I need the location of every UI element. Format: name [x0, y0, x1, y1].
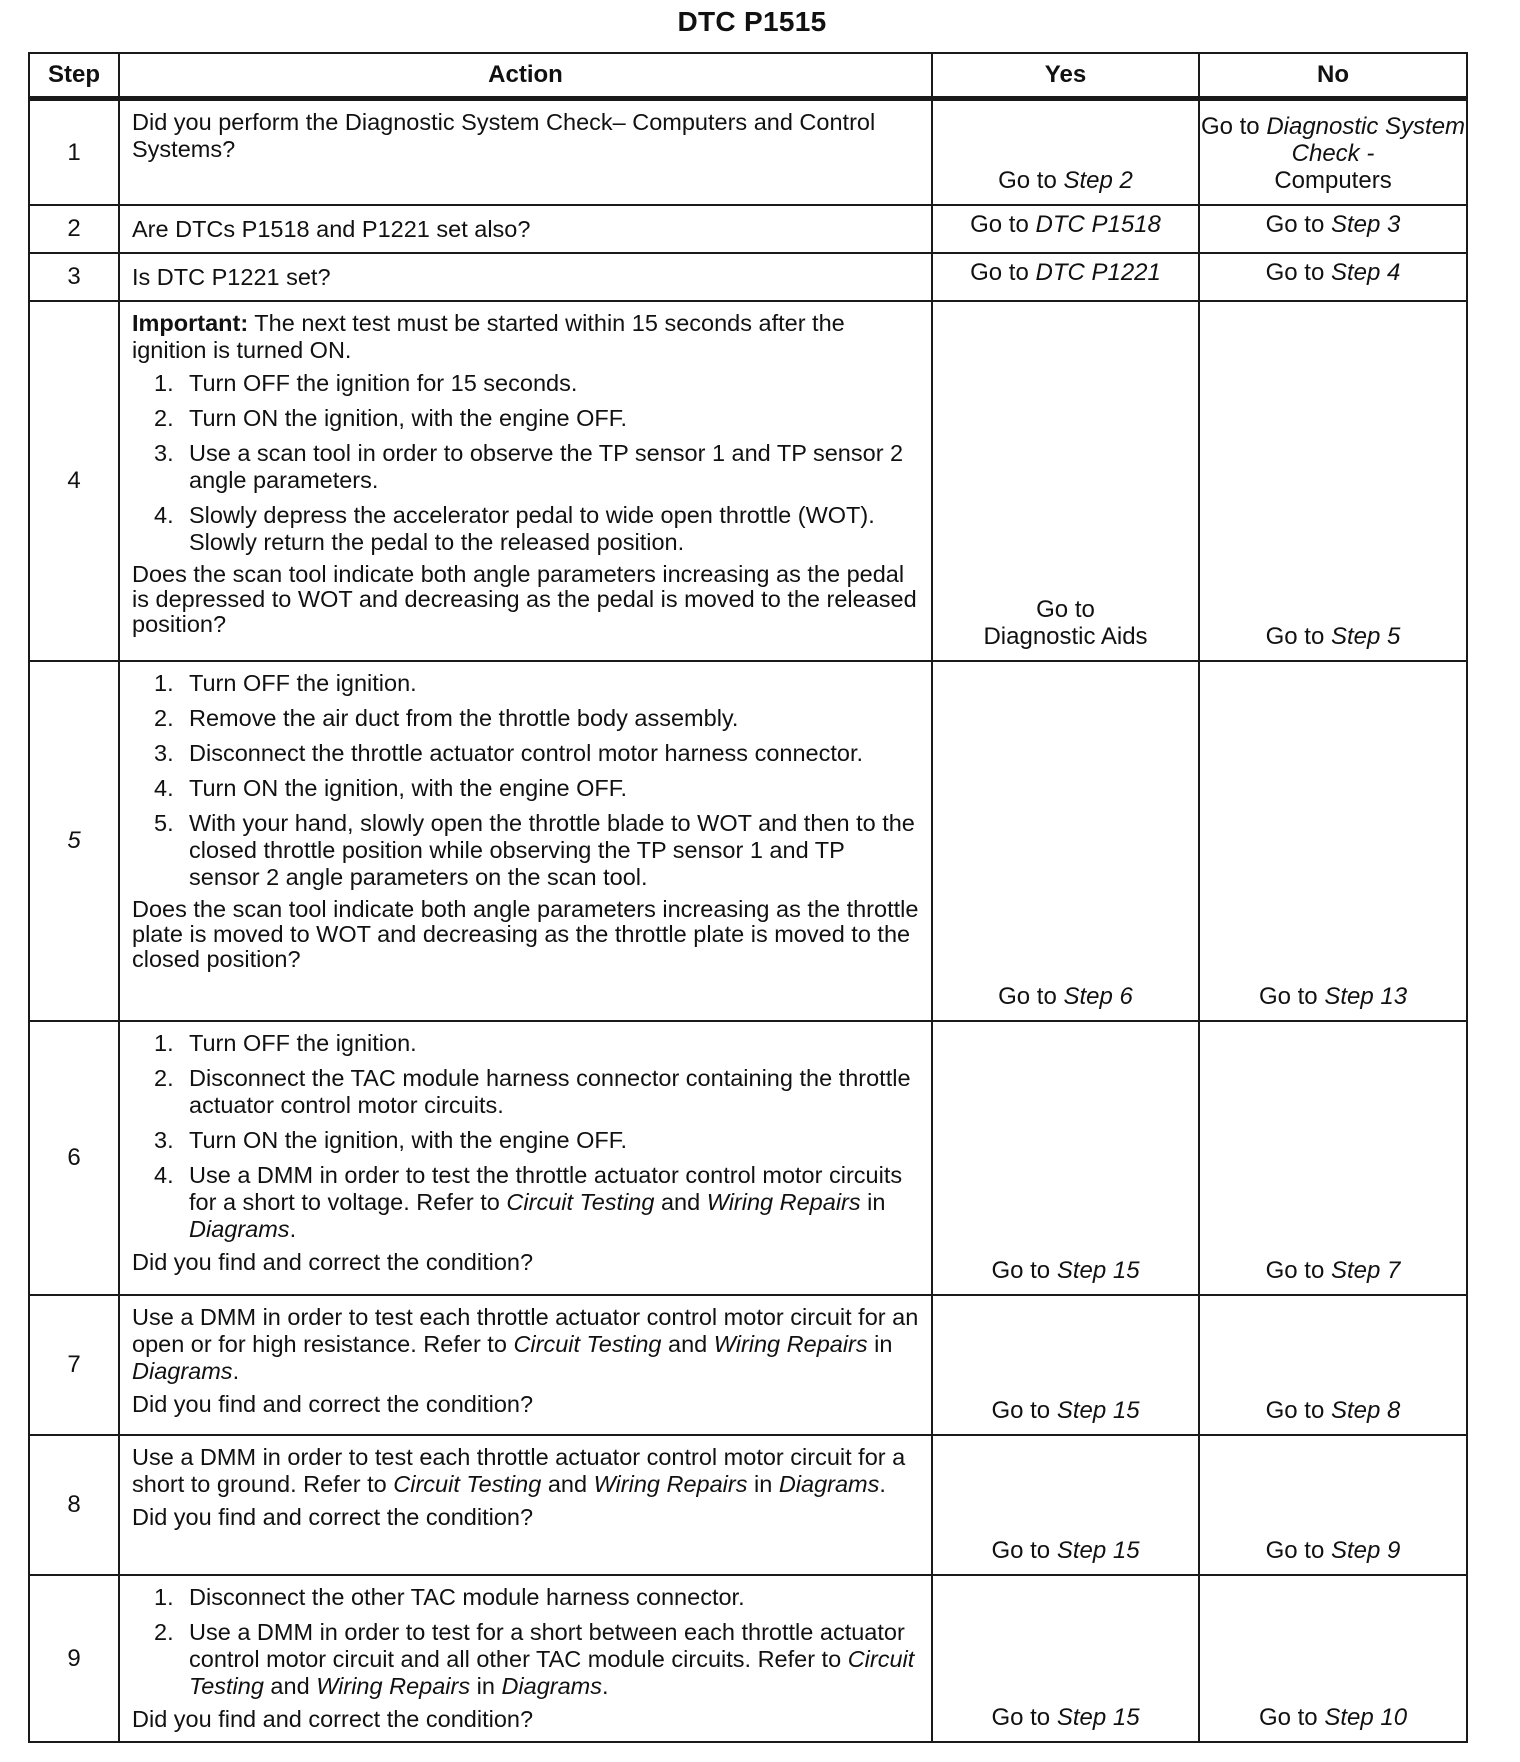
- action-cell: [119, 1021, 932, 1295]
- no-link[interactable]: Step 5: [1330, 623, 1401, 650]
- yes-link[interactable]: Step 15: [1056, 1704, 1140, 1731]
- yes-prefix: Go to: [998, 167, 1064, 194]
- procedure-item: 4. Turn ON the ignition, with the engine OFF.: [154, 775, 628, 801]
- important-text: The next test must be started within 15 seconds after the ignition is turned ON.: [132, 310, 845, 363]
- no-prefix: Go to: [1265, 1257, 1331, 1284]
- no-link[interactable]: Step 4: [1330, 258, 1401, 286]
- action-cell: [119, 205, 932, 253]
- step-number: 6: [29, 1021, 119, 1295]
- yes-cell: [932, 253, 1199, 301]
- step-number: 2: [29, 205, 119, 253]
- yes-cell: [932, 661, 1199, 1021]
- yes-link[interactable]: Step 2: [1063, 167, 1133, 194]
- table-row: [29, 661, 1467, 1021]
- no-suffix: Computers: [1274, 167, 1392, 194]
- no-cell: [1199, 1021, 1467, 1295]
- yes-link[interactable]: Diagnostic Aids: [983, 623, 1148, 650]
- action-text: Use a DMM in order to test each throttle actuator control motor circuit for an open or for high resistance. Refer to Circuit Testing and Wiring Repairs in Diagrams.: [132, 1304, 919, 1384]
- action-question: Did you find and correct the condition?: [132, 1504, 534, 1530]
- table-row: [29, 1021, 1467, 1295]
- header-no: No: [1199, 53, 1467, 99]
- yes-cell: [932, 99, 1199, 206]
- action-cell: [119, 1295, 932, 1435]
- important-label: Important:: [132, 310, 249, 336]
- yes-prefix: Go to: [998, 983, 1064, 1010]
- action-question: Did you find and correct the condition?: [132, 1249, 534, 1275]
- no-cell: [1199, 1575, 1467, 1742]
- reference-link[interactable]: Wiring Repairs: [706, 1189, 861, 1215]
- yes-link[interactable]: DTC P1221: [1035, 258, 1161, 286]
- no-cell: [1199, 205, 1467, 253]
- no-link[interactable]: Step 8: [1330, 1397, 1401, 1424]
- no-link[interactable]: Step 13: [1324, 983, 1408, 1010]
- procedure-item: 3. Disconnect the throttle actuator control motor harness connector.: [154, 740, 864, 766]
- header-yes: Yes: [932, 53, 1199, 99]
- action-cell: [119, 1575, 932, 1742]
- reference-link[interactable]: Circuit Testing: [189, 1646, 915, 1699]
- procedure-item: 2. Remove the air duct from the throttle body assembly.: [154, 705, 739, 731]
- yes-link[interactable]: Step 15: [1056, 1537, 1140, 1564]
- no-prefix: Go to: [1265, 210, 1331, 238]
- step-number: 3: [29, 253, 119, 301]
- header-action: Action: [119, 53, 932, 99]
- header-row: [29, 53, 1467, 99]
- page-title: DTC P1515: [677, 6, 827, 37]
- yes-link[interactable]: Step 15: [1056, 1397, 1140, 1424]
- table-row: [29, 253, 1467, 301]
- procedure-item: 2. Turn ON the ignition, with the engine OFF.: [154, 405, 628, 431]
- procedure-item: 1. Disconnect the other TAC module harness connector.: [154, 1584, 745, 1610]
- procedure-item: 5. With your hand, slowly open the throttle blade to WOT and then to the closed throttle position while observing the TP sensor 1 and TP sensor 2 angle parameters on the scan tool.: [154, 810, 915, 890]
- yes-line1: Go to: [1036, 596, 1095, 623]
- no-cell: [1199, 253, 1467, 301]
- important-note: [132, 310, 921, 364]
- step-number: 5: [29, 661, 119, 1021]
- procedure-item: 3. Use a scan tool in order to observe the TP sensor 1 and TP sensor 2 angle parameters.: [154, 440, 904, 493]
- action-question: Does the scan tool indicate both angle parameters increasing as the throttle plate is moved to WOT and decreasing as the throttle plate is moved to the closed position?: [132, 896, 919, 972]
- diagnostic-table: [28, 52, 1468, 1743]
- reference-link[interactable]: Circuit Testing: [506, 1189, 655, 1215]
- table-row: [29, 301, 1467, 661]
- step-number: 8: [29, 1435, 119, 1575]
- procedure-item: 1. Turn OFF the ignition.: [154, 670, 417, 696]
- yes-prefix: Go to: [991, 1537, 1057, 1564]
- yes-cell: [932, 1295, 1199, 1435]
- action-question: Does the scan tool indicate both angle parameters increasing as the pedal is depressed to WOT and decreasing as the pedal is moved to the released position?: [132, 561, 917, 637]
- table-row: [29, 1575, 1467, 1742]
- reference-link[interactable]: Circuit Testing: [393, 1471, 542, 1497]
- procedure-item: 4. Slowly depress the accelerator pedal to wide open throttle (WOT). Slowly return the pedal to the released position.: [154, 502, 875, 555]
- yes-cell: [932, 205, 1199, 253]
- action-question: Did you find and correct the condition?: [132, 1706, 534, 1732]
- no-prefix: Go to: [1265, 1537, 1331, 1564]
- step-number: 9: [29, 1575, 119, 1742]
- procedure-item: 3. Turn ON the ignition, with the engine OFF.: [154, 1127, 628, 1153]
- reference-link[interactable]: Wiring Repairs: [593, 1471, 748, 1497]
- no-prefix: Go to: [1265, 623, 1331, 650]
- reference-link[interactable]: Wiring Repairs: [713, 1331, 868, 1357]
- step-number: 7: [29, 1295, 119, 1435]
- action-cell: [119, 253, 932, 301]
- yes-prefix: Go to: [970, 258, 1036, 286]
- no-cell: [1199, 1295, 1467, 1435]
- procedure-item: 2. Disconnect the TAC module harness connector containing the throttle actuator control motor circuits.: [154, 1065, 911, 1118]
- table-row: [29, 205, 1467, 253]
- action-question: Are DTCs P1518 and P1221 set also?: [132, 215, 531, 242]
- no-cell: [1199, 661, 1467, 1021]
- yes-cell: [932, 1435, 1199, 1575]
- yes-cell: [932, 301, 1199, 661]
- procedure-list: [132, 370, 921, 556]
- reference-link[interactable]: Wiring Repairs: [316, 1673, 471, 1699]
- table-row: [29, 1435, 1467, 1575]
- yes-prefix: Go to: [991, 1257, 1057, 1284]
- action-text: Use a DMM in order to test each throttle actuator control motor circuit for a short to ground. Refer to Circuit Testing and Wiring Repairs in Diagrams.: [132, 1444, 906, 1497]
- yes-prefix: Go to: [991, 1397, 1057, 1424]
- action-cell: [119, 301, 932, 661]
- no-cell: [1199, 99, 1467, 206]
- table-row: [29, 99, 1467, 206]
- yes-link[interactable]: Step 15: [1056, 1257, 1140, 1284]
- action-question: Did you find and correct the condition?: [132, 1391, 534, 1417]
- reference-link[interactable]: Circuit Testing: [513, 1331, 662, 1357]
- action-question: Is DTC P1221 set?: [132, 263, 331, 290]
- procedure-list: [132, 1030, 921, 1243]
- procedure-item: 1. Turn OFF the ignition for 15 seconds.: [154, 370, 578, 396]
- step-number: 4: [29, 301, 119, 661]
- no-prefix: Go to: [1258, 983, 1325, 1010]
- procedure-item: 1. Turn OFF the ignition.: [154, 1030, 417, 1056]
- procedure-list: [132, 1584, 921, 1700]
- reference-link[interactable]: Diagrams: [189, 1216, 290, 1242]
- step-number: 1: [29, 99, 119, 206]
- no-prefix: Go to: [1200, 113, 1267, 140]
- reference-link[interactable]: Diagrams: [778, 1471, 880, 1497]
- yes-cell: [932, 1575, 1199, 1742]
- yes-cell: [932, 1021, 1199, 1295]
- yes-prefix: Go to: [970, 210, 1036, 238]
- no-link[interactable]: Step 9: [1330, 1537, 1401, 1564]
- no-prefix: Go to: [1265, 1397, 1331, 1424]
- reference-link[interactable]: Diagrams: [132, 1358, 233, 1384]
- header-step: Step: [29, 53, 119, 99]
- procedure-item: 2. Use a DMM in order to test for a short between each throttle actuator control motor circuit and all other TAC module circuits. Refer to Circuit Testing and Wiring Repairs in Diagrams.: [154, 1619, 915, 1699]
- no-link[interactable]: Step 3: [1330, 210, 1401, 238]
- procedure-item: 4. Use a DMM in order to test the throttle actuator control motor circuits for a short to voltage. Refer to Circuit Testing and Wiring Repairs in Diagrams.: [154, 1162, 903, 1242]
- action-cell: [119, 661, 932, 1021]
- action-cell: [119, 1435, 932, 1575]
- reference-link[interactable]: Diagrams: [501, 1673, 602, 1699]
- yes-prefix: Go to: [991, 1704, 1057, 1731]
- yes-link[interactable]: DTC P1518: [1035, 210, 1161, 238]
- no-cell: [1199, 301, 1467, 661]
- no-cell: [1199, 1435, 1467, 1575]
- no-prefix: Go to: [1258, 1704, 1325, 1731]
- no-link[interactable]: Diagnostic System Check -: [1266, 113, 1466, 167]
- no-prefix: Go to: [1265, 258, 1331, 286]
- yes-link[interactable]: Step 6: [1063, 983, 1133, 1010]
- table-row: [29, 1295, 1467, 1435]
- procedure-list: [132, 670, 921, 891]
- action-question: Did you perform the Diagnostic System Check– Computers and Control Systems?: [132, 109, 876, 162]
- action-cell: [119, 99, 932, 206]
- no-link[interactable]: Step 10: [1324, 1704, 1408, 1731]
- no-link[interactable]: Step 7: [1330, 1257, 1401, 1284]
